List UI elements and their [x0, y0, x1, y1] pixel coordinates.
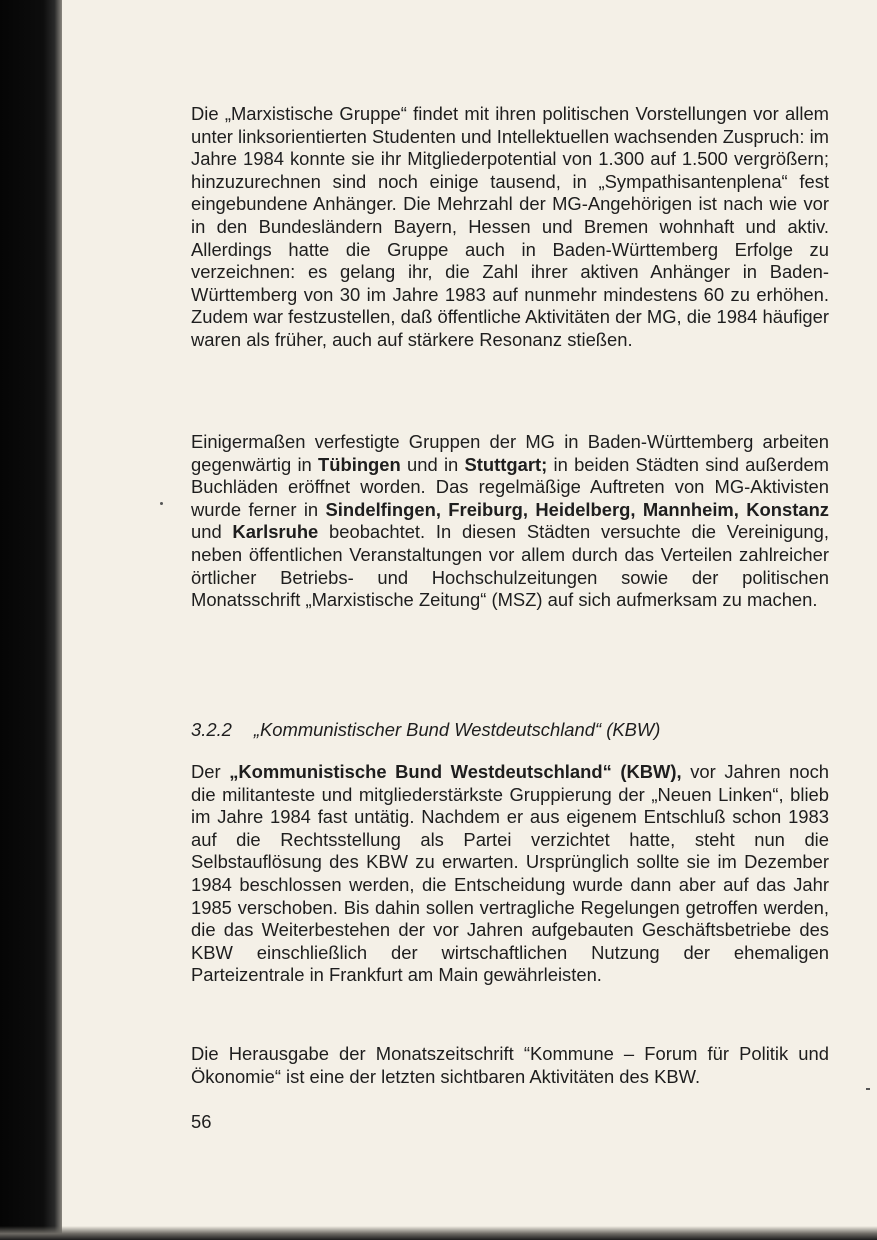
section-title: „Kommunistischer Bund Westdeutschland“ (KBW): [253, 719, 661, 740]
paragraph-text: Der: [191, 761, 230, 782]
section-number: 3.2.2: [191, 719, 232, 740]
paragraph-mg-baden-wuerttemberg: [191, 431, 829, 612]
bold-city-list: Sindelfingen, Freiburg, Heidelberg, Mannheim, Konstanz: [325, 498, 830, 520]
paragraph-text: und in: [400, 453, 465, 475]
page-bottom-edge: [0, 1226, 877, 1240]
bold-city-tuebingen: Tübingen: [318, 453, 401, 475]
paragraph-text: vor Jahren noch die militanteste und mitgliederstärkste Gruppierung der „Neuen Linken“, blieb im Jahre 1984 fast untätig. Nachdem er aus eigenem Entschluß schon 1983 auf die Rechtsstellung als Partei verzichtet hatte, steht nun die Selbstauflösung des KBW zu erwarten. Ursprünglich sollte sie im Dezember 1984 beschlossen werden, die Entscheidung wurde dann aber auf das Jahr 1985 verschoben. Bis dahin sollen vertragliche Regelungen getroffen werden, die das Weiterbestehen der vor Jahren aufgebauten Geschäftsbetriebe des KBW einschließlich der wirtschaftlichen Nutzung der ehemaligen Parteizentrale in Frankfurt am Main gewährleisten.: [191, 761, 829, 986]
section-heading: [191, 719, 660, 742]
paragraph-kbw: [191, 761, 829, 987]
paragraph-text: und: [191, 521, 233, 543]
bold-city-stuttgart: Stuttgart;: [464, 453, 548, 475]
paragraph-marxistische-gruppe: [191, 103, 829, 352]
paragraph-text: Die Herausgabe der Monatszeitschrift “Kommune – Forum für Politik und Ökonomie“ ist eine der letzten sichtbaren Aktivitäten des KBW.: [191, 1043, 829, 1087]
paragraph-text: beobachtet. In diesen Städten versuchte die Vereinigung, neben öffentlichen Veranstaltungen vor allem durch das Verteilen zahlreicher örtlicher Betriebs- und Hochschulzeitungen sowie der politischen Monatsschrift „Marxistische Zeitung“ (MSZ) auf sich aufmerksam zu machen.: [191, 521, 829, 611]
paragraph-kommune: [191, 1043, 829, 1088]
paragraph-text: in beiden Städten sind außerdem Buchläden eröffnet worden. Das regelmäßige Auftreten von MG-Aktivisten wurde ferner in: [191, 453, 830, 520]
bold-organization-name: „Kommunistische Bund Westdeutschland“ (KBW),: [229, 761, 682, 782]
paragraph-text: Die „Marxistische Gruppe“ findet mit ihren politischen Vorstellungen vor allem unter linksorientierten Studenten und Intellektuellen wachsenden Zuspruch: im Jahre 1984 konnte sie ihr Mitgliederpotential von 1.300 auf 1.500 vergrößern; hinzuzurechnen sind noch einige tausend, in „Sympathisantenplena“ fest eingebundene Anhänger. Die Mehrzahl der MG-Angehörigen ist nach wie vor in den Bundesländern Bayern, Hessen und Bremen wohnhaft und aktiv. Allerdings hatte die Gruppe auch in Baden-Württemberg Erfolge zu verzeichnen: es gelang ihr, die Zahl ihrer aktiven Anhänger in Baden-Württemberg von 30 im Jahre 1983 auf nunmehr mindestens 60 zu erhöhen. Zudem war festzustellen, daß öffentliche Aktivitäten der MG, die 1984 häufiger waren als früher, auch auf stärkere Resonanz stießen.: [191, 103, 829, 350]
bold-city-karlsruhe: Karlsruhe: [232, 521, 319, 543]
margin-dot: [160, 502, 163, 505]
page-number: 56: [191, 1111, 212, 1132]
margin-mark: [866, 1088, 870, 1090]
book-spine-shadow: [0, 0, 62, 1240]
paragraph-text: Einigermaßen verfestigte Gruppen der MG in Baden-Württemberg arbeiten gegenwärtig in: [191, 431, 829, 475]
